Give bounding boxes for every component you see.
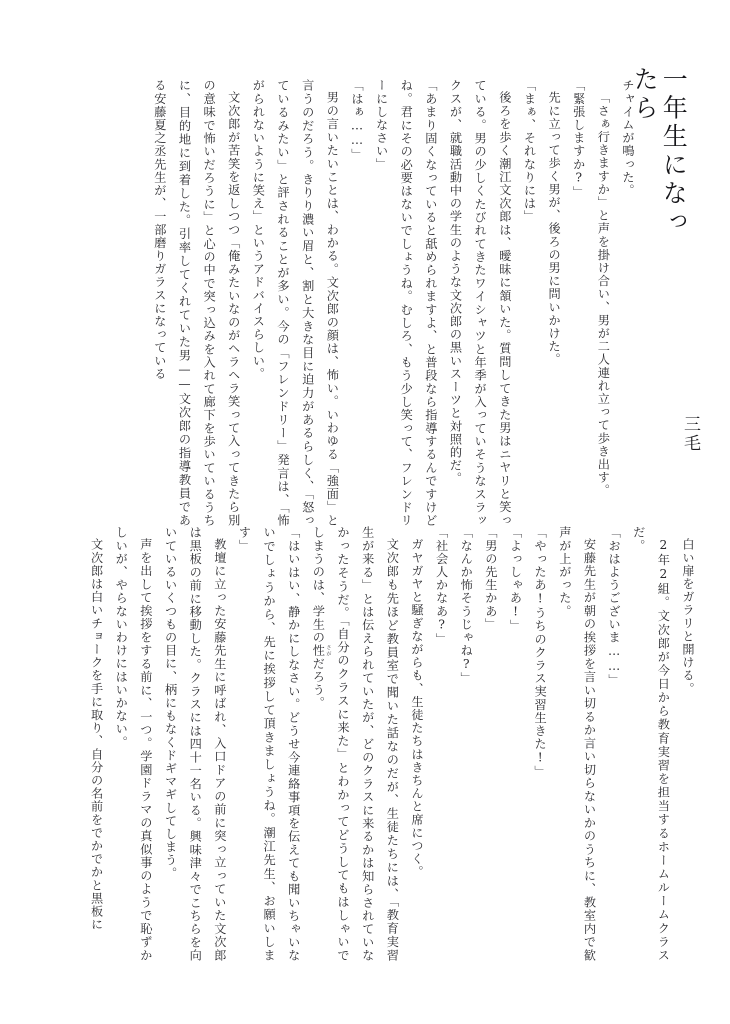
paragraph: 「やったあ!うちのクラス実習生きた!」 <box>533 526 548 779</box>
paragraph: 「はぁ……」 <box>349 79 364 162</box>
paragraph-with-ruby: 文次郎も先ほど教員室で聞いた話なのだが、生徒たちには、「教育実習生が来る」とは伝えられていたが、どのクラスに来るかは知らされていなかったそうだ。「自分のクラスに来た」とわかってどうしてもはしゃいでしまうのは、学生の性 さがだろう。 <box>311 526 400 962</box>
paragraph: 白い扉をガラリと開ける。 <box>681 538 695 696</box>
paragraph: 「緊張しますか?」 <box>571 79 586 199</box>
paragraph: 「よっしゃあ!」 <box>508 526 523 633</box>
lower-body-text <box>89 526 700 962</box>
paragraph: ガヤガヤと騒ぎながらも、生徒たちはきちんと席につく。 <box>409 538 424 879</box>
paragraph: 安藤先生が朝の挨拶を言い切るか言い切らないかのうちに、教室内で歓声が上がった。 <box>557 526 597 962</box>
author-name: 三毛 <box>680 415 700 453</box>
paragraph: 声を出して挨拶をする前に、一つ。学園ドラマの真似事のようで恥ずかしいが、やらないわけにはいかない。 <box>114 526 153 962</box>
paragraph: 「社会人かなあ?」 <box>434 526 449 646</box>
ruby-annotation: 性 さが <box>311 643 332 658</box>
author-block <box>678 415 703 453</box>
paragraph: 後ろを歩く潮江文次郎は、曖昧に頷いた。質問してきた男はニヤリと笑っている。男の少しくたびれてきたワイシャツと年季が入っていそうなスラックスが、就職活動中の学生のような文次郎の黒いスーツと対照的だ。 <box>448 79 512 527</box>
paragraph: 2年2組。文次郎が今日から教育実習を担当するホームルームクラスだ。 <box>631 526 671 962</box>
paragraph: 「さぁ行きますか」と声を掛け合い、男が二人連れ立って歩き出す。 <box>596 91 611 498</box>
paragraph: 文次郎が苦笑を返しつつ「俺みたいなのがヘラヘラ笑って入ってきたら別の意味で怖いだろうに」と心の中で突っ込みを入れて廊下を歩いているうちに、目的地に到着した。引率してくれていた男——文次郎の指導教員である安藤夏之丞先生が、一部磨りガラスになっている <box>152 79 241 527</box>
paragraph: 先に立って歩く男が、後ろの男に問いかけた。 <box>547 91 562 367</box>
paragraph: チャイムが鳴った。 <box>621 79 635 197</box>
paragraph: 「男の先生かあ」 <box>483 526 498 631</box>
paragraph: 教壇に立った安藤先生に呼ばれ、入口ドアの前に突っ立っていた文次郎は黒板の前に移動した。クラスには四十一名いる。興味津々でこちらを向いているいくつもの目に、柄にもなくドギマギしてしまう。 <box>163 526 227 962</box>
paragraph: 「あまり固くなっていると舐められますよ、と普段なら指導するんですけどね。君にその必要はないでしょうね。むしろ、もう少し笑って、フレンドリーにしなさい」 <box>374 79 438 527</box>
paragraph: 「はいはい、静かにしなさい。どうせ今連絡事項を伝えても聞いちゃいないでしょうから、先に挨拶して頂きましょうね。潮江先生、お願いします」 <box>237 526 301 962</box>
paragraph: 「おはようございま……」 <box>607 526 622 687</box>
upper-body-text <box>120 79 640 527</box>
page-title: 一年生になったら <box>630 66 689 237</box>
paragraph: 「まぁ、それなりには」 <box>522 79 537 224</box>
paragraph: 文次郎は白いチョークを手に取り、自分の名前をでかでかと黒板に <box>89 538 104 932</box>
paragraph: 「なんか怖そうじゃね?」 <box>459 526 474 685</box>
paragraph: 男の言いたいことは、わかる。文次郎の顔は、怖い。いわゆる「強面」と言うのだろう。きりり濃い眉と、割と大きな目に迫力があるらしく、「怒っているみたい」と評されることが多い。今の「フレンドリー」発言は、「怖がられないように笑え」というアドバイスらしい。 <box>251 79 340 527</box>
